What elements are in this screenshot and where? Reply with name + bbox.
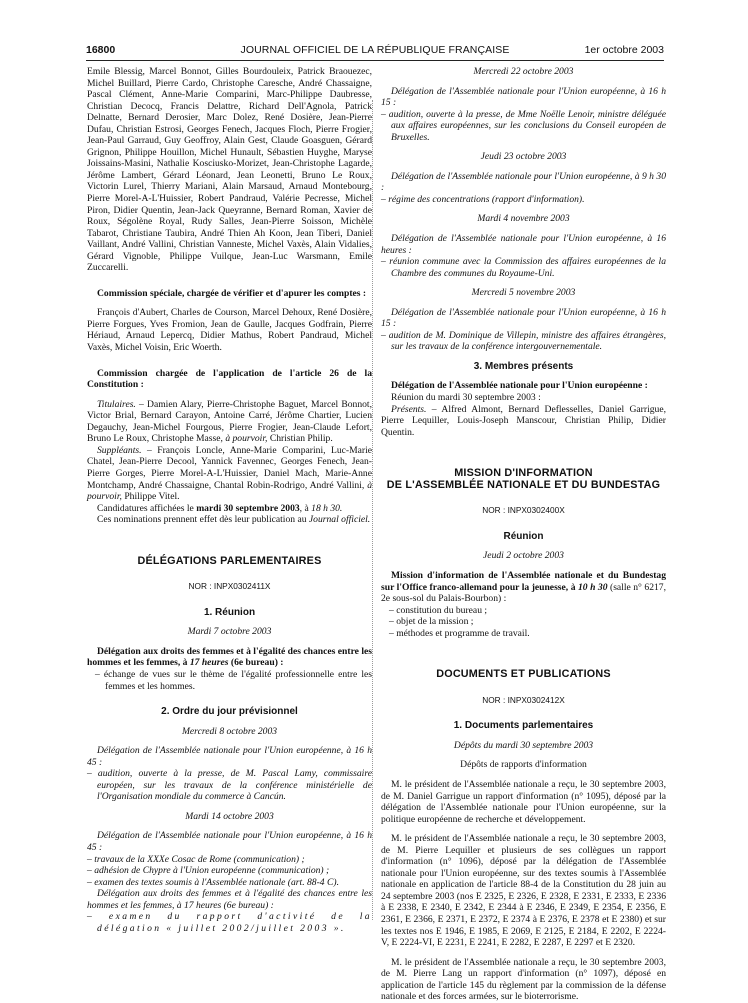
candidatures: Candidatures affichées le mardi 30 septembre 2003, à 18 h 30. [97, 502, 343, 514]
mar14-delegation: Délégation de l'Assemblée nationale pour l'Union européenne, à 16 h 45 : [87, 830, 372, 853]
mission-date: Jeudi 2 octobre 2003 [483, 550, 564, 562]
mer5-delegation: Délégation de l'Assemblée nationale pour l'Union européenne, à 16 h 15 : [381, 306, 666, 330]
nominations: Ces nominations prennent effet dès leur publication au Journal officiel. [97, 514, 371, 526]
suppleants-label: Suppléants. [97, 444, 142, 456]
header-rule [86, 60, 664, 61]
depot-paragraph: M. le président de l'Assemblée nationale a reçu, le 30 septembre 2003, de M. Pierre Lequiller et plusieurs de ses collègues un rapport d'information (n° 1096), déposé par la délégation de l'Assemblée nationale pour l'Union européenne, sur des textes soumis à l'Assemblée nationale en application de l'article 88-4 de la Constitution du 28 juin au 24 septembre 2003 (nos E 2325, E 2326, E 2328, E 2331, E 2333, E 2336 à E 2338, E 2340, E 2342, E 2344 à E 2346, E 2349, E 2354, E 2356, E 2361, E 2366, E 2371, E 2372, E 2374 à E 2376, E 2378 et E 2380) et sur les textes nos E 1946, E 1985, E 2069, E 2125, E 2184, E 2202, E 2224-V, E 2224-VI, E 2231, E 2241, E 2282, E 2287, E 2297 et E 2320. [381, 833, 666, 949]
membres-heading: 3. Membres présents [473, 360, 574, 372]
mar14-item: – travaux de la XXXe Cosac de Rome (communication) ; [87, 853, 305, 865]
mission-reunion-heading: Réunion [503, 530, 544, 542]
reunion-item: – échange de vues sur le thème de l'égalité professionnelle entre les femmes et les hommes. [95, 668, 372, 692]
mer22-date: Mercredi 22 octobre 2003 [473, 66, 574, 77]
depot-paragraph: M. le président de l'Assemblée nationale a reçu, le 30 septembre 2003, de M. Pierre Lang un rapport d'information (n° 1097), déposé en application de l'article 145 du règlement par la commission de la défense nationale et des forces armées, sur le bioterrorisme. [381, 956, 666, 1003]
mer8-delegation: Délégation de l'Assemblée nationale pour l'Union européenne, à 16 h 45 : [87, 745, 372, 768]
depot-paragraph: M. le président de l'Assemblée nationale a reçu, le 30 septembre 2003, de M. Daniel Garrigue un rapport d'information (n° 1095), déposé par la délégation de l'Assemblée nationale pour l'Union européenne, sur la politique européenne de recherche et développement. [381, 778, 666, 825]
suppleants: Suppléants. – François Loncle, Anne-Marie Comparini, Luc-Marie Chatel, Jean-Pierre Decool, Yannick Favennec, Georges Fenech, Jean-Pierre Gorges, Pierre Morel-A-L'Huissier, Daniel Mach, Marie-Anne Montchamp, André Chassaigne, Chantal Robin-Rodrigo, André Vallini, à pourvoir, Philippe Vitel. [87, 444, 372, 503]
jeu23-date: Jeudi 23 octobre 2003 [480, 151, 567, 163]
column-separator [372, 100, 373, 920]
commission-members: Emile Blessig, Marcel Bonnot, Gilles Bourdouleix, Patrick Braouezec, Michel Buillard, Pierre Cardo, Christophe Caresche, André Chassaigne, Pascal Clément, Anne-Marie Comparini, Marc-Philippe Daubresse, Christian Decocq, Francis Delattre, Richard Dell'Agnola, Patrick Delnatte, Bernard Derosier, Marc Dolez, René Dosière, Jean-Pierre Dufau, Christian Estrosi, Georges Fenech, Jacques Floch, Pierre Frogier, Jean-Paul Garraud, Guy Geoffroy, Alain Gest, Claude Goasguen, Gérard Grignon, Philippe Houillon, Michel Hunault, Sébastien Huyghe, Maryse Joissains-Masini, Nathalie Kosciusko-Morizet, Jean-Christophe Lagarde, Jérôme Lambert, Gérard Léonard, Jean Leonetti, Bruno Le Roux, Victorin Lurel, Thierry Mariani, Alain Marsaud, Arnaud Montebourg, Pierre Morel-A-L'Huissier, Robert Pandraud, Valérie Pecresse, Michel Piron, Didier Quentin, Jean-Jack Queyranne, Bernard Roman, Xavier de Roux, Ségolène Royal, Rudy Salles, Jean-Pierre Soisson, Michèle Tabarot, Christiane Taubira, André Thien Ah Koon, Jean Tiberi, Daniel Vaillant, André Vallini, Christian Vanneste, Michel Vaxès, Alain Vidalies, Gérard Vignoble, Philippe Vuilque, Jean-Luc Warsmann, Emile Zuccarelli. [87, 66, 372, 274]
documents-title: DOCUMENTS ET PUBLICATIONS [436, 668, 611, 681]
issue-date: 1er octobre 2003 [584, 44, 664, 56]
reunion-delegation: Délégation aux droits des femmes et à l'égalité des chances entre les hommes et les femmes, à 17 heures (6e bureau) : [87, 645, 372, 669]
mer22-item: – audition, ouverte à la presse, de Mme Noëlle Lenoir, ministre déléguée aux affaires européennes, sur les conclusions du Conseil européen de Bruxelles. [381, 108, 666, 143]
mer5-item: – audition de M. Dominique de Villepin, ministre des affaires étrangères, sur les travaux de la conférence intergouvernementale. [381, 329, 666, 353]
mar14-delegation-femmes: Délégation aux droits des femmes et à l'égalité des chances entre les hommes et les femmes, à 17 heures (6e bureau) : [87, 888, 372, 911]
mar4-delegation: Délégation de l'Assemblée nationale pour l'Union européenne, à 16 heures : [381, 233, 666, 256]
mer5-date: Mercredi 5 novembre 2003 [471, 287, 576, 299]
commission-art26-title: Commission chargée de l'application de l'article 26 de la Constitution : [87, 367, 372, 391]
membres-presents: Présents. – Alfred Almont, Bernard Deflesselles, Daniel Garrigue, Pierre Lequiller, Louis-Joseph Manscour, Christian Philip, Didier Quentin. [381, 403, 666, 438]
delegations-title: DÉLÉGATIONS PARLEMENTAIRES [137, 554, 322, 567]
mer8-item: – audition, ouverte à la presse, de M. Pascal Lamy, commissaire européen, sur les travaux de la conférence ministérielle de l'Organisation mondiale du commerce à Cancún. [87, 768, 372, 803]
mission-item: – objet de la mission ; [389, 616, 474, 628]
documents-nor: NOR : INPX0302412X [482, 694, 565, 705]
mar4-item: – réunion commune avec la Commission des affaires européennes de la Chambre des communes du Royaume-Uni. [381, 256, 666, 279]
reunion-date: Mardi 7 octobre 2003 [187, 626, 272, 638]
commission-speciale-title: Commission spéciale, chargée de vérifier et d'apurer les comptes : [97, 287, 367, 299]
mar14-item: – adhésion de Chypre à l'Union européenne (communication) ; [87, 865, 330, 877]
mer8-date: Mercredi 8 octobre 2003 [181, 725, 278, 737]
depots-date: Dépôts du mardi 30 septembre 2003 [453, 739, 594, 751]
documents-subheading: 1. Documents parlementaires [453, 720, 594, 732]
mission-title: MISSION D'INFORMATION DE L'ASSEMBLÉE NATIONALE ET DU BUNDESTAG [386, 467, 661, 491]
membres-reunion: Réunion du mardi 30 septembre 2003 : [391, 392, 541, 404]
left-column [87, 66, 372, 934]
mer22-delegation: Délégation de l'Assemblée nationale pour l'Union européenne, à 16 h 15 : [381, 85, 666, 109]
jeu23-item: – régime des concentrations (rapport d'information). [381, 193, 585, 205]
mission-item: – méthodes et programme de travail. [389, 627, 530, 639]
mission-item: – constitution du bureau ; [389, 604, 488, 616]
titulaires: Titulaires. – Damien Alary, Pierre-Christophe Baguet, Marcel Bonnot, Victor Brial, Bernard Carayon, Antoine Carré, Jérôme Chartier, Lucien Degauchy, Jean-Michel Fourgous, Pierre Frogier, Jean-Claude Lefort, Bruno Le Roux, Christophe Masse, à pourvoir, Christian Philip. [87, 398, 372, 445]
depots-subheading: Dépôts de rapports d'information [460, 759, 587, 771]
mission-description: Mission d'information de l'Assemblée nationale et du Bundestag sur l'Office franco-allemand pour la jeunesse, à 10 h 30 (salle n° 6217, 2e sous-sol du Palais-Bourbon) : [381, 569, 666, 605]
mar14-item-rapport: – examen du rapport d'activité de la délégation « juillet 2002/juillet 2003 ». [87, 911, 372, 934]
right-column [381, 66, 666, 1003]
page-number: 16800 [86, 44, 116, 56]
mar4-date: Mardi 4 novembre 2003 [477, 213, 570, 225]
journal-title: JOURNAL OFFICIEL DE LA RÉPUBLIQUE FRANÇAISE [240, 44, 510, 56]
page-header [86, 44, 664, 60]
membres-delegation: Délégation de l'Assemblée nationale pour l'Union européenne : [391, 380, 648, 392]
mar14-date: Mardi 14 octobre 2003 [185, 810, 274, 822]
delegations-nor: NOR : INPX0302411X [188, 581, 271, 592]
jeu23-delegation: Délégation de l'Assemblée nationale pour l'Union européenne, à 9 h 30 : [381, 170, 666, 194]
mission-nor: NOR : INPX0302400X [482, 505, 565, 516]
commission-speciale-members: François d'Aubert, Charles de Courson, Marcel Dehoux, René Dosière, Pierre Forgues, Yves Fromion, Jean de Gaulle, Jacques Godfrain, Pierre Hériaud, Arnaud Lepercq, Didier Mathus, Robert Pandraud, Michel Vaxès, Michel Voisin, Eric Woerth. [87, 307, 372, 354]
reunion-heading: 1. Réunion [203, 606, 256, 618]
titulaires-label: Titulaires. [97, 398, 136, 410]
mar14-item: – examen des textes soumis à l'Assemblée nationale (art. 88-4 C). [87, 876, 339, 888]
ordre-heading: 2. Ordre du jour prévisionnel [161, 706, 298, 718]
